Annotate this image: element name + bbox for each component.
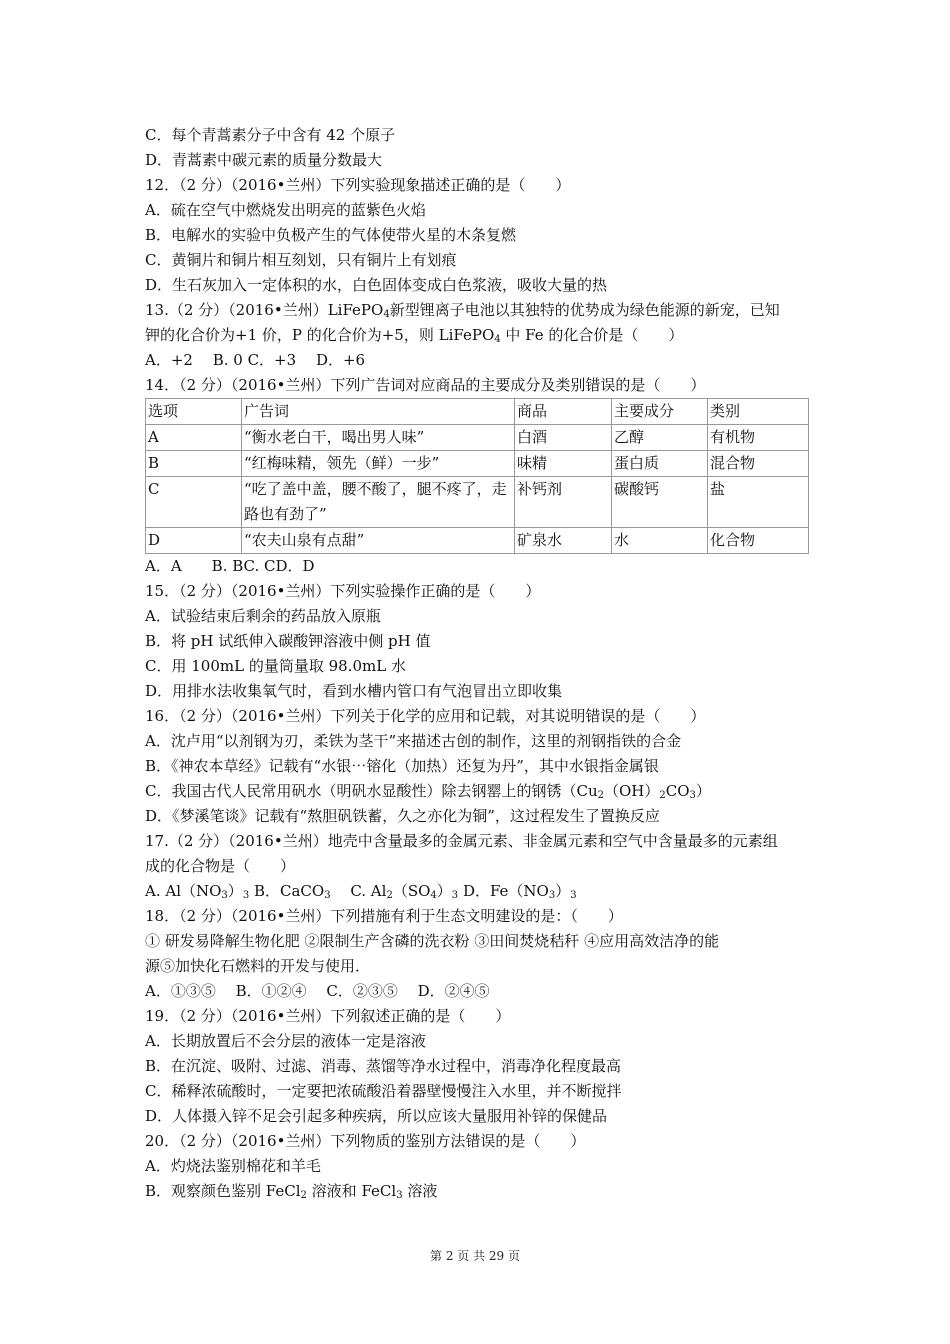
option-line: A．灼烧法鉴别棉花和羊毛: [145, 1157, 321, 1175]
question-14-stem: 14．（2 分）（2016•兰州）下列广告词对应商品的主要成分及类别错误的是（ ）: [145, 376, 706, 394]
table-cell: “吃了盖中盖，腰不酸了，腿不疼了，走路也有劲了”: [242, 477, 515, 528]
table-cell: A: [146, 425, 242, 451]
table-row: [146, 451, 809, 477]
question-20-stem: 20．（2 分）（2016•兰州）下列物质的鉴别方法错误的是（ ）: [145, 1132, 586, 1150]
table-cell: 碳酸钙: [612, 477, 708, 528]
table-cell: 乙醇: [612, 425, 708, 451]
table-header-cell: 主要成分: [612, 399, 708, 425]
option-line: C．黄铜片和铜片相互刻划，只有铜片上有划痕: [145, 251, 457, 269]
option-line: C．用 100mL 的量筒量取 98.0mL 水: [145, 657, 406, 675]
question-18-options: A．①③⑤ B．①②④ C．②③⑤ D．②④⑤: [145, 982, 490, 1000]
option-line: A．沈卢用“以剂钢为刃，柔铁为茎干”来描述古创的制作，这里的剂钢指铁的合金: [145, 732, 682, 750]
option-line: C．稀释浓硫酸时，一定要把浓硫酸沿着器壁慢慢注入水里，并不断搅拌: [145, 1082, 622, 1100]
question-18-stem: 18．（2 分）（2016•兰州）下列措施有利于生态文明建设的是：（ ）: [145, 907, 623, 925]
table-cell: “农夫山泉有点甜”: [242, 528, 515, 554]
table-cell: “衡水老白干，喝出男人味”: [242, 425, 515, 451]
option-line: D．《梦溪笔谈》记载有“熬胆矾铁蓄，久之亦化为铜”，这过程发生了置换反应: [145, 807, 660, 825]
option-line: C．我国古代人民常用矾水（明矾水显酸性）除去钢罂上的钢锈$(Cu_2(OH)_2CO_3)$: [145, 782, 711, 801]
question-16-stem: 16．（2 分）（2016•兰州）下列关于化学的应用和记载，对其说明错误的是（ ）: [145, 707, 706, 725]
ads-table: [145, 398, 809, 554]
option-line: A．长期放置后不会分层的液体一定是溶液: [145, 1032, 426, 1050]
option-line: A．试验结束后剩余的药品放入原瓶: [145, 607, 381, 625]
question-19-stem: 19．（2 分）（2016•兰州）下列叙述正确的是（ ）: [145, 1007, 511, 1025]
option-line: B．将 pH 试纸伸入碳酸钾溶液中侧 pH 值: [145, 632, 431, 650]
option-line: D．用排水法收集氧气时，看到水槽内管口有气泡冒出立即收集: [145, 682, 563, 700]
table-row: [146, 477, 809, 528]
text-line: ① 研发易降解生物化肥 ②限制生产含磷的洗衣粉 ③田间焚烧秸秆 ④应用高效洁净的能: [145, 932, 720, 950]
table-cell: “红梅味精，领先（鲜）一步”: [242, 451, 515, 477]
question-17-stem-line-2: 成的化合物是（ ）: [145, 857, 296, 875]
table-header-cell: 商品: [515, 399, 612, 425]
table-header-row: [146, 399, 809, 425]
table-cell: 有机物: [708, 425, 809, 451]
text-line: C．每个青蒿素分子中含有 42 个原子: [145, 126, 396, 144]
table-cell: B: [146, 451, 242, 477]
table-cell: 化合物: [708, 528, 809, 554]
table-cell: 盐: [708, 477, 809, 528]
table-cell: 味精: [515, 451, 612, 477]
table-header-cell: 选项: [146, 399, 242, 425]
option-line: D．生石灰加入一定体积的水，白色固体变成白色浆液，吸收大量的热: [145, 276, 608, 294]
question-13-stem-line-2: 钾的化合价为+1 价，P 的化合价为+5，则 LiFePO$_4$ 中 Fe 的化合价是（ ）: [145, 326, 684, 345]
table-header-cell: 广告词: [242, 399, 515, 425]
table-row: [146, 528, 809, 554]
question-12-stem: 12．（2 分）（2016•兰州）下列实验现象描述正确的是（ ）: [145, 176, 571, 194]
option-line: D．人体摄入锌不足会引起多种疾病，所以应该大量服用补锌的保健品: [145, 1107, 608, 1125]
question-17-stem-line-1: 17.（2 分）（2016•兰州）地壳中含量最多的金属元素、非金属元素和空气中含量最多的元素组: [145, 832, 778, 850]
option-line: B．电解水的实验中负极产生的气体使带火星的木条复燃: [145, 226, 517, 244]
table-cell: 水: [612, 528, 708, 554]
table-cell: C: [146, 477, 242, 528]
option-line: B．在沉淀、吸附、过滤、消毒、蒸馏等净水过程中，消毒净化程度最高: [145, 1057, 622, 1075]
question-17-options: A. $Al(NO_3)_3$ B．CaCO$_3$ C. $Al_2(SO_4)_3$ D．$Fe(NO_3)_3$: [145, 882, 577, 901]
text-line: D．青蒿素中碳元素的质量分数最大: [145, 151, 383, 169]
question-14-options: A．A B. BC. CD．D: [145, 557, 315, 575]
question-13-options: A．+2 B. 0 C．+3 D．+6: [145, 351, 366, 369]
table-cell: 混合物: [708, 451, 809, 477]
table-cell: 矿泉水: [515, 528, 612, 554]
table-cell: 蛋白质: [612, 451, 708, 477]
table-cell: 补钙剂: [515, 477, 612, 528]
table-cell: D: [146, 528, 242, 554]
question-15-stem: 15．（2 分）（2016•兰州）下列实验操作正确的是（ ）: [145, 582, 541, 600]
table-header-cell: 类别: [708, 399, 809, 425]
option-line: B．观察颜色鉴别 FeCl$_2$ 溶液和 FeCl$_3$ 溶液: [145, 1182, 438, 1201]
table-row: [146, 425, 809, 451]
page-content: [145, 123, 810, 1204]
text-line: 源⑤加快化石燃料的开发与使用．: [145, 957, 371, 975]
table-cell: 白酒: [515, 425, 612, 451]
option-line: B．《神农本草经》记载有“水银⋯镕化（加热）还复为丹”，其中水银指金属银: [145, 757, 659, 775]
option-line: A．硫在空气中燃烧发出明亮的蓝紫色火焰: [145, 201, 426, 219]
page-footer: 第 2 页 共 29 页: [430, 1249, 520, 1263]
question-13-stem-line-1: 13.（2 分）（2016•兰州）LiFePO$_4$新型锂离子电池以其独特的优势成为绿色能源的新宠，已知: [145, 301, 780, 320]
